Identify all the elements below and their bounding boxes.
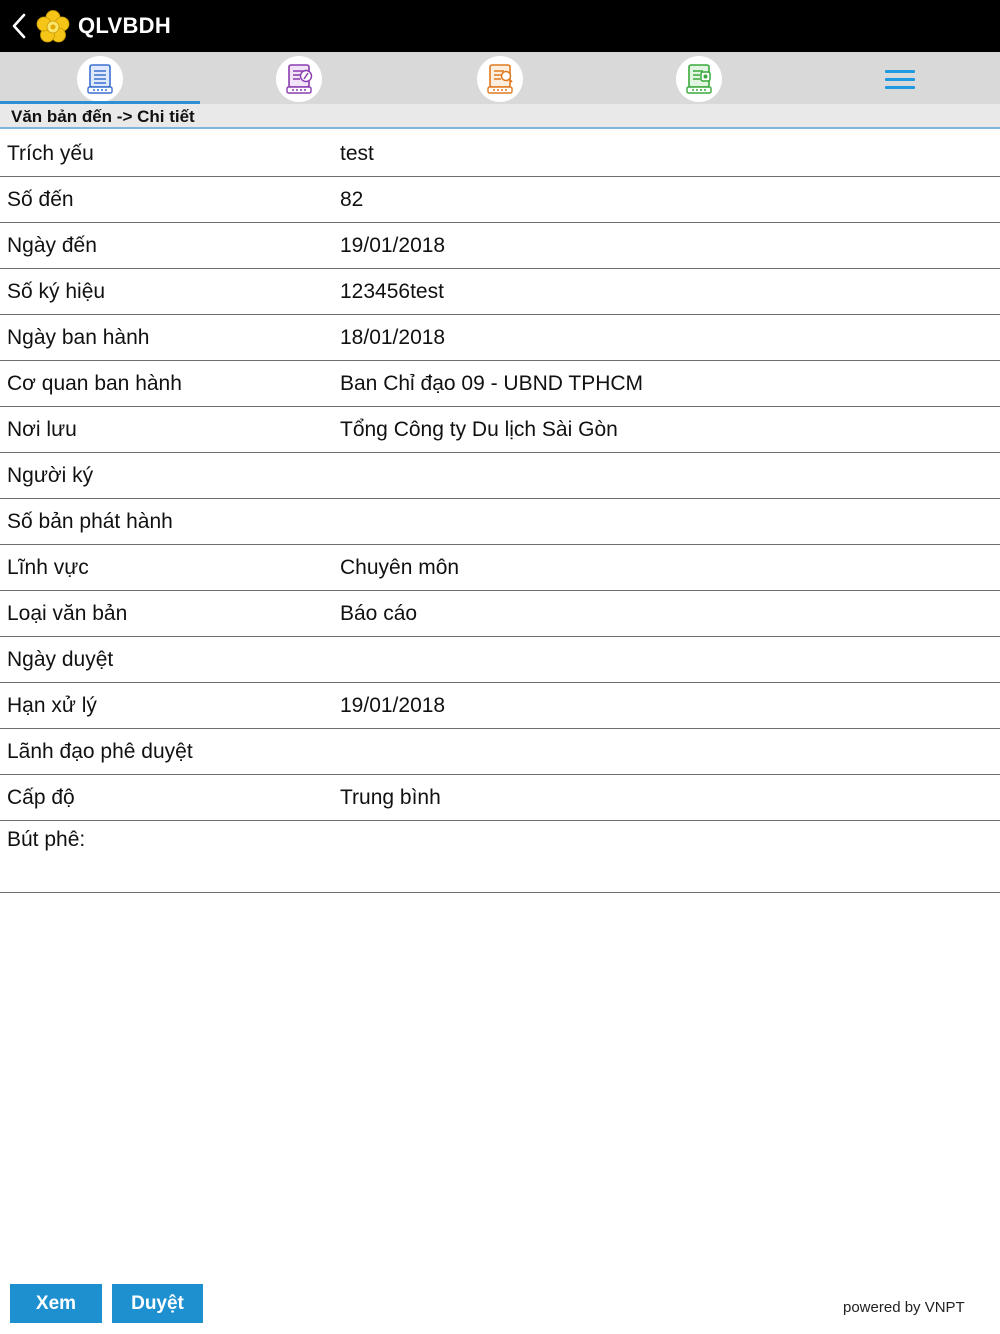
detail-row-field (0, 545, 1000, 591)
detail-label: Số đến (7, 188, 74, 211)
detail-row-approving-leader (0, 729, 1000, 775)
detail-row-incoming-number (0, 177, 1000, 223)
detail-row-signer (0, 453, 1000, 499)
detail-value: Tổng Công ty Du lịch Sài Gòn (340, 418, 618, 441)
detail-label: Loại văn bản (7, 602, 128, 625)
detail-label: Ngày ban hành (7, 326, 150, 349)
detail-row-note (0, 821, 1000, 893)
detail-label: Nơi lưu (7, 418, 77, 441)
detail-label: Hạn xử lý (7, 694, 97, 717)
document-edit-icon (284, 63, 314, 95)
detail-row-deadline (0, 683, 1000, 729)
detail-value: 19/01/2018 (340, 234, 446, 257)
detail-label: Ngày đến (7, 234, 97, 257)
document-search-icon (485, 63, 515, 95)
tab-outgoing-documents[interactable] (276, 56, 322, 102)
view-button[interactable]: Xem (10, 1284, 102, 1323)
tab-approval-documents[interactable] (676, 56, 722, 102)
top-bar (0, 0, 1000, 52)
detail-row-approval-date (0, 637, 1000, 683)
detail-value: 19/01/2018 (340, 694, 446, 717)
detail-label: Lĩnh vực (7, 556, 89, 579)
detail-row-issue-date (0, 315, 1000, 361)
detail-value: 82 (340, 188, 364, 211)
detail-value: Chuyên môn (340, 556, 460, 579)
menu-button[interactable] (880, 66, 920, 94)
document-stamp-icon (684, 63, 714, 95)
detail-label: Lãnh đạo phê duyệt (7, 740, 193, 763)
detail-value: Báo cáo (340, 602, 418, 625)
hamburger-menu-icon (885, 70, 915, 73)
detail-label: Số bản phát hành (7, 510, 173, 533)
detail-row-copies-issued (0, 499, 1000, 545)
app-title: QLVBDH (78, 13, 172, 38)
detail-row-issuing-agency (0, 361, 1000, 407)
tab-incoming-documents[interactable] (77, 56, 123, 102)
detail-label: Cơ quan ban hành (7, 372, 182, 395)
detail-value: test (340, 142, 374, 165)
detail-label: Cấp độ (7, 786, 75, 809)
back-button[interactable] (8, 10, 30, 42)
detail-row-document-type (0, 591, 1000, 637)
detail-label: Số ký hiệu (7, 280, 106, 303)
flower-logo-icon (36, 10, 70, 44)
approve-button[interactable]: Duyệt (112, 1284, 203, 1323)
tab-bar (0, 52, 1000, 104)
powered-by-label: powered by VNPT (843, 1299, 965, 1316)
detail-label: Người ký (7, 464, 94, 487)
detail-label: Trích yếu (7, 142, 94, 165)
tab-search-documents[interactable] (477, 56, 523, 102)
detail-row-storage-location (0, 407, 1000, 453)
breadcrumb: Văn bản đến -> Chi tiết (0, 104, 1000, 129)
document-details (0, 131, 1000, 893)
detail-row-priority (0, 775, 1000, 821)
note-label: Bút phê: (7, 828, 86, 851)
detail-value: 18/01/2018 (340, 326, 446, 349)
detail-value: Ban Chỉ đạo 09 - UBND TPHCM (340, 372, 644, 395)
detail-value: Trung bình (340, 786, 441, 809)
detail-row-summary (0, 131, 1000, 177)
detail-row-reference-code (0, 269, 1000, 315)
detail-row-arrival-date (0, 223, 1000, 269)
detail-value: 123456test (340, 280, 444, 303)
document-list-icon (85, 63, 115, 95)
chevron-left-icon (11, 12, 27, 40)
detail-label: Ngày duyệt (7, 648, 114, 671)
